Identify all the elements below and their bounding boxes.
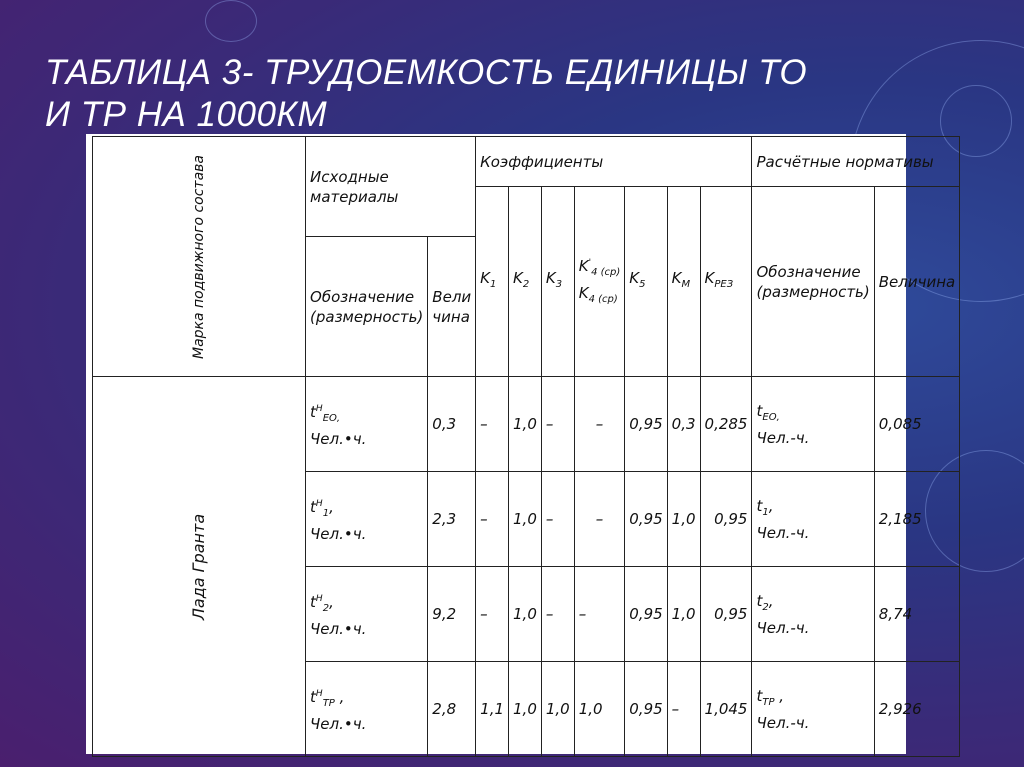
cell-k3: 1,0 [541,662,574,757]
calc-value-header: Величина [874,187,959,377]
cell-k2: 1,0 [509,377,542,472]
cell-k4: – [574,377,625,472]
slide-title [45,52,945,136]
calc-designation: $t_2$, Чел.-ч. [752,567,874,662]
value-header: Вели чина [428,237,476,377]
brand-cell [93,377,306,757]
calc-header: Расчётные нормативы [752,137,960,187]
cell-k3: – [541,472,574,567]
src-value: 9,2 [428,567,476,662]
cell-kres: 1,045 [700,662,752,757]
slide-title-line2: И ТР НА 1000КМ [45,95,328,134]
cell-k1: – [476,377,509,472]
labor-intensity-table [92,136,960,757]
cell-k5: 0,95 [625,662,667,757]
slide-title-line1: ТАБЛИЦА 3- ТРУДОЕМКОСТЬ ЕДИНИЦЫ ТО [45,53,808,92]
calc-value: 2,926 [874,662,959,757]
brand-header-cell [93,137,306,377]
cell-k1: – [476,472,509,567]
cell-k2: 1,0 [509,567,542,662]
calc-designation: $t_1$, Чел.-ч. [752,472,874,567]
coeff-k2: $K_2$ [509,187,542,377]
cell-km: – [667,662,700,757]
src-value: 2,8 [428,662,476,757]
cell-k4: 1,0 [574,662,625,757]
coeff-header: Коэффициенты [476,137,752,187]
source-header-line1: Исходные [310,167,389,186]
src-designation: $t^Н_{ЕО,}$ Чел.•ч. [306,377,428,472]
cell-k1: – [476,567,509,662]
calc-designation: $t_{ЕО,}$ Чел.-ч. [752,377,874,472]
cell-k3: – [541,567,574,662]
coeff-k1: $K_1$ [476,187,509,377]
table-row [93,377,960,472]
cell-k4: – [574,472,625,567]
coeff-k5: $K_5$ [625,187,667,377]
cell-km: 0,3 [667,377,700,472]
cell-k4: – [574,567,625,662]
cell-k5: 0,95 [625,377,667,472]
cell-k1: 1,1 [476,662,509,757]
designation-header: Обозначение (размерность) [306,237,428,377]
brand-header: Марка подвижного состава [191,154,208,360]
coeff-k4: $K'_{4 (ср)}$ $K_{4 (ср)}$ [574,187,625,377]
cell-km: 1,0 [667,567,700,662]
src-designation: $t^Н_2$, Чел.•ч. [306,567,428,662]
cell-k2: 1,0 [509,472,542,567]
cell-km: 1,0 [667,472,700,567]
cell-k2: 1,0 [509,662,542,757]
src-designation: $t^Н_{ТР}$ , Чел.•ч. [306,662,428,757]
src-value: 0,3 [428,377,476,472]
source-header-cell [306,137,476,237]
coeff-kres: $K_{РЕЗ}$ [700,187,752,377]
src-value: 2,3 [428,472,476,567]
calc-designation-header: Обозначение (размерность) [752,187,874,377]
calc-designation: $t_{ТР}$ , Чел.-ч. [752,662,874,757]
cell-k5: 0,95 [625,472,667,567]
coeff-k3: $K_3$ [541,187,574,377]
cell-k3: – [541,377,574,472]
calc-value: 8,74 [874,567,959,662]
source-header-line2: материалы [310,187,399,206]
src-designation: $t^Н_1$, Чел.•ч. [306,472,428,567]
decor-circle-tiny [205,0,257,42]
table-sheet [86,134,956,754]
calc-value: 0,085 [874,377,959,472]
coeff-km: $K_М$ [667,187,700,377]
cell-k5: 0,95 [625,567,667,662]
cell-kres: 0,95 [700,567,752,662]
calc-value: 2,185 [874,472,959,567]
cell-kres: 0,285 [700,377,752,472]
cell-kres: 0,95 [700,472,752,567]
brand-name: Лада Гранта [189,513,208,620]
